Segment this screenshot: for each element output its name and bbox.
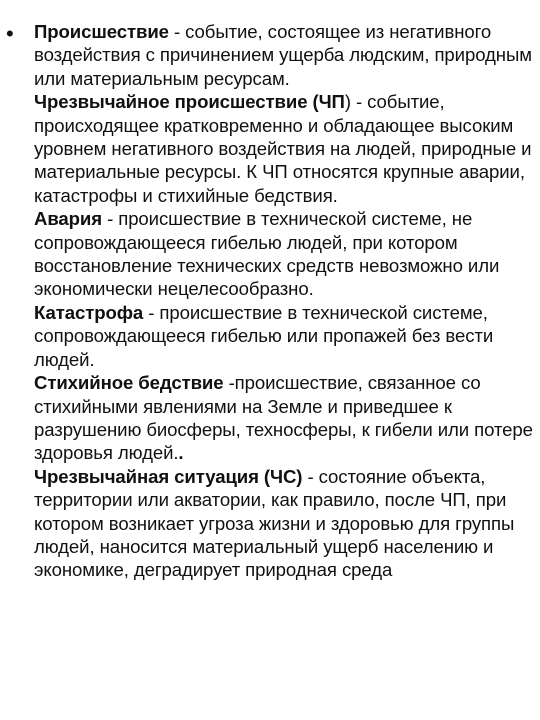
term-emergency-incident: Чрезвычайное происшествие (ЧП	[34, 91, 345, 113]
term-incident: Происшествие	[34, 21, 169, 42]
term-accident: Авария	[34, 208, 102, 230]
definition-text-emergency-incident: ) - событие, происходящее кратковременно и обладающее высоким уровнем негативного воздействия на людей, природные и материальные ресурсы. К ЧП относятся крупные аварии, катастрофы и стихийные бедствия.	[34, 91, 532, 206]
definition-text-incident: - событие, состоящее из негативного воздействия с причинением ущерба людским, природным или материальным ресурсам.	[34, 21, 532, 89]
term-emergency-situation: Чрезвычайная ситуация (ЧС)	[34, 465, 303, 487]
definition-text-natural-disaster: -происшествие, связанное со стихийными явлениями на Земле и приведшее к разрушению биосферы, техносферы, к гибели или потере здоровья людей.	[34, 372, 533, 464]
definition-emergency-incident	[34, 90, 534, 207]
definition-emergency-situation	[34, 465, 534, 582]
definition-text-accident: - происшествие в технической системе, не сопровождающееся гибелью людей, при котором восстановление технических средств невозможно или экономически нецелесообразно.	[34, 208, 500, 300]
definitions-list	[34, 20, 534, 582]
definition-text-emergency-situation: - состояние объекта, территории или акватории, как правило, после ЧП, при котором возникает угроза жизни и здоровью для группы людей, наносится материальный ущерб населению и экономике, деградирует природная среда	[34, 465, 515, 581]
definition-natural-disaster	[34, 371, 534, 465]
stray-period: .	[178, 442, 184, 464]
definition-incident	[34, 20, 534, 90]
definition-text-catastrophe: - происшествие в технической системе, сопровождающееся гибелью или пропажей без вести людей.	[34, 301, 494, 370]
term-catastrophe: Катастрофа	[34, 301, 144, 323]
definition-accident	[34, 207, 534, 301]
bullet-marker: •	[6, 21, 14, 46]
definition-catastrophe	[34, 301, 534, 371]
term-natural-disaster: Стихийное бедствие	[34, 372, 224, 394]
